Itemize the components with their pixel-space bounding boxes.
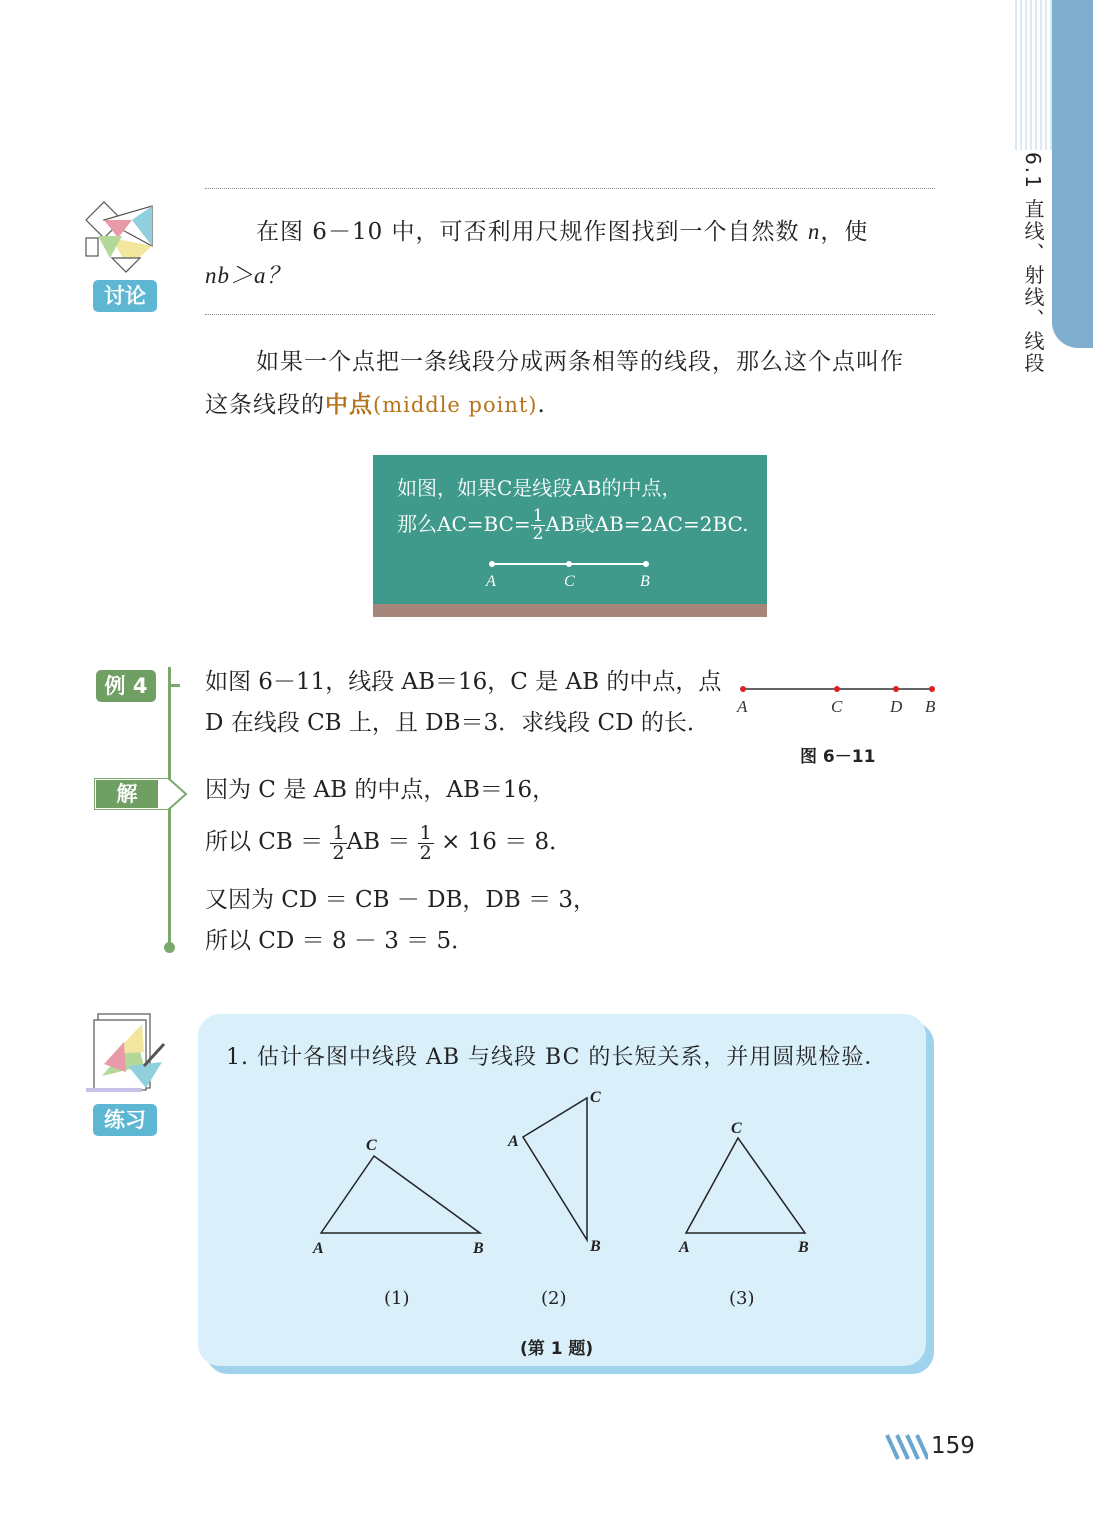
point-d [893, 686, 899, 692]
board-line-1: 如图，如果C是线段AB的中点， [397, 476, 682, 500]
t3-label-a: A [679, 1239, 690, 1256]
sub-caption-3: (3) [729, 1288, 755, 1309]
divider-top [205, 188, 935, 189]
label-b: B [640, 573, 650, 590]
solution-line-4: 所以 CD ＝ 8 － 3 ＝ 5． [205, 928, 475, 954]
board-text-pre: 那么AC=BC= [397, 512, 531, 536]
page-number-stripes-icon [884, 1432, 928, 1462]
solution-text-mid: AB ＝ [346, 829, 411, 855]
board-line-2 [397, 506, 748, 543]
discussion-line-1 [256, 210, 868, 254]
example-end-dot [164, 942, 175, 953]
discussion-text-end: ，使 [820, 219, 869, 245]
solution-line-1: 因为 C 是 AB 的中点，AB＝16， [205, 777, 556, 803]
t1-label-c: C [366, 1137, 377, 1154]
t2-label-b: B [590, 1238, 601, 1255]
fraction-2 [418, 821, 434, 864]
t1-label-b: B [473, 1240, 484, 1257]
triangle-1 [321, 1156, 480, 1233]
label-b: B [925, 697, 936, 716]
discussion-text: 在图 6－10 中，可否利用尺规作图找到一个自然数 [256, 219, 800, 245]
midpoint-english: (middle point) [373, 393, 538, 417]
example-tick [168, 684, 180, 687]
board-segment-figure [480, 556, 660, 592]
point-b [929, 686, 935, 692]
point-c [834, 686, 840, 692]
point-b [643, 561, 649, 567]
fraction-numerator: 1 [332, 821, 345, 844]
midpoint-term: 中点 [325, 392, 373, 418]
label-a: A [737, 697, 748, 716]
fraction-numerator: 1 [419, 821, 432, 844]
solution-line-3: 又因为 CD ＝ CB － DB，DB ＝ 3， [205, 887, 597, 913]
label-c: C [564, 573, 575, 590]
t3-label-c: C [731, 1120, 742, 1137]
point-c [566, 561, 572, 567]
fraction-denominator: 2 [419, 841, 432, 864]
fraction-numerator: 1 [532, 506, 544, 526]
definition-end: . [537, 392, 546, 418]
label-d: D [890, 697, 903, 716]
sub-caption-1: (1) [384, 1288, 410, 1309]
chalkboard-ledge [373, 604, 767, 617]
definition-line-1: 如果一个点把一条线段分成两条相等的线段，那么这个点叫作 [256, 349, 904, 375]
page-number: 159 [931, 1433, 975, 1459]
discussion-badge: 讨论 [93, 280, 157, 312]
t1-label-a: A [313, 1240, 324, 1257]
board-text-post: AB或AB=2AC=2BC. [545, 512, 749, 536]
solution-text-post: × 16 ＝ 8． [441, 829, 573, 855]
practice-notebook-icon [84, 1006, 168, 1098]
solution-line-2 [205, 822, 572, 863]
practice-triangles-figure [300, 1080, 840, 1270]
solution-badge: 解 [116, 782, 138, 806]
solution-text-pre: 所以 CB ＝ [205, 829, 324, 855]
label-c: C [831, 697, 843, 716]
practice-question: 1. 估计各图中线段 AB 与线段 BC 的长短关系，并用圆规检验． [226, 1045, 888, 1070]
figure-caption: 图 6－11 [800, 747, 876, 767]
point-a [489, 561, 495, 567]
divider-bottom [205, 314, 935, 315]
section-title: 6.1 直线、射线、线段 [1021, 152, 1045, 375]
fraction-denominator: 2 [532, 524, 544, 544]
tangram-discussion-icon [82, 198, 168, 276]
t2-label-a: A [508, 1133, 519, 1150]
t2-label-c: C [590, 1089, 601, 1106]
variable-n: n [807, 219, 821, 244]
triangle-3 [686, 1138, 805, 1233]
practice-caption: (第 1 题) [520, 1339, 594, 1359]
triangle-2 [523, 1098, 587, 1240]
definition-text: 这条线段的 [205, 392, 325, 418]
chapter-side-tab [1052, 0, 1093, 348]
practice-badge: 练习 [93, 1104, 157, 1136]
example-line-1: 如图 6－11，线段 AB＝16，C 是 AB 的中点，点 [205, 669, 722, 695]
t3-label-b: B [798, 1239, 809, 1256]
sub-caption-2: (2) [541, 1288, 567, 1309]
discussion-line-2: nb＞a？ [205, 263, 291, 288]
example-segment-figure [734, 680, 940, 720]
point-a [740, 686, 746, 692]
chalkboard-text [397, 470, 748, 543]
side-decoration-lines [1014, 0, 1054, 150]
example-line-2: D 在线段 CB 上，且 DB＝3．求线段 CD 的长． [205, 710, 710, 736]
board-fraction [531, 508, 546, 543]
label-a: A [486, 573, 496, 590]
fraction-1 [330, 821, 346, 864]
example-badge: 例 4 [96, 670, 156, 702]
definition-line-2 [205, 383, 546, 427]
fraction-denominator: 2 [332, 841, 345, 864]
